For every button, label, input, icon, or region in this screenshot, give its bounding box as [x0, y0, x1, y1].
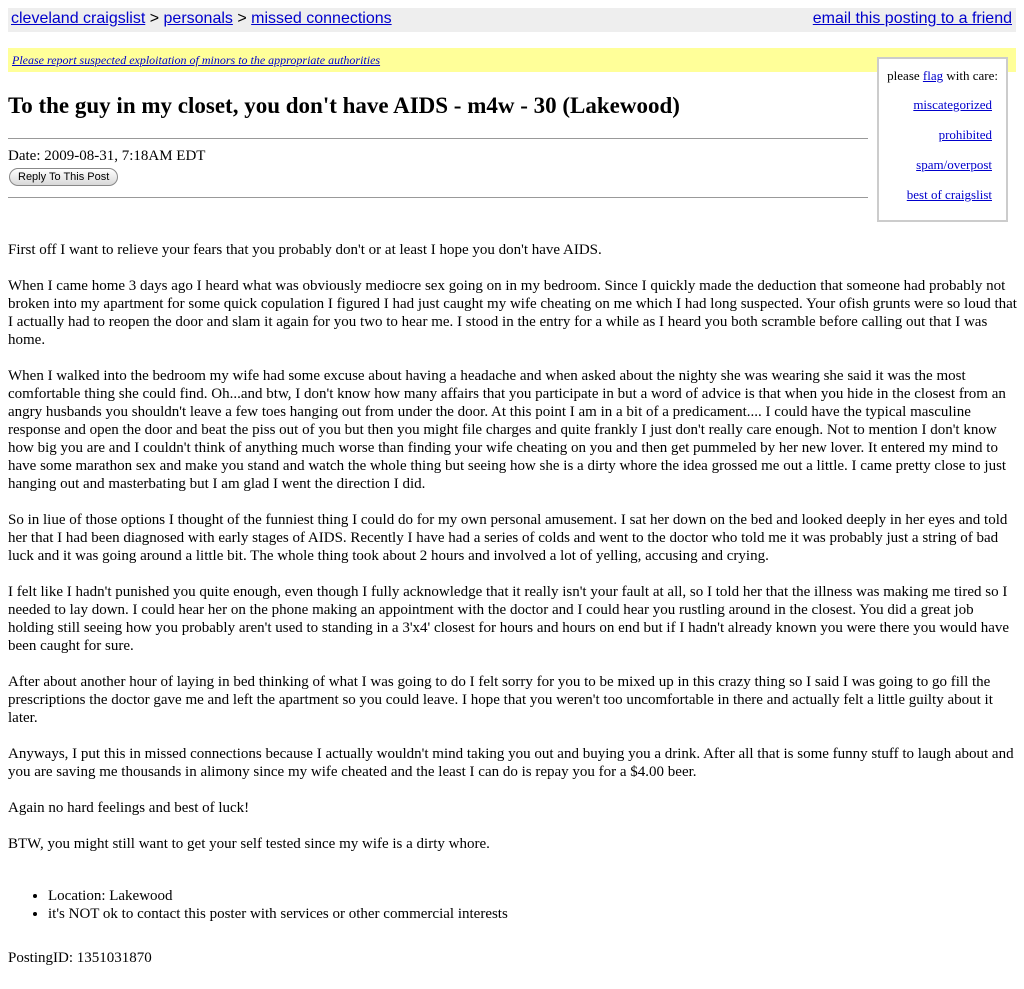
- flag-box: [877, 57, 1008, 222]
- breadcrumb-site-link[interactable]: cleveland craigslist: [11, 10, 146, 27]
- breadcrumb-separator: >: [232, 10, 252, 27]
- flag-suffix: with care:: [943, 68, 998, 83]
- posting-id: PostingID: 1351031870: [8, 950, 152, 966]
- flag-miscategorized-link[interactable]: miscategorized: [913, 97, 992, 112]
- posting-title: To the guy in my closet, you don't have AIDS - m4w - 30 (Lakewood): [8, 93, 680, 118]
- body-paragraph: I felt like I hadn't punished you quite enough, even though I fully acknowledge that it really isn't your fault at all, so I told her that the illness was making me tired so I needed to lay down. I could hear her on the phone making an appointment with the doctor and I could hear you rustling around in the closest. You did a great job holding still seeing how you probably aren't used to standing in a 3'x4' closest for hours and hours on end but if I hadn't already known you were there you would have been caught for sure.: [8, 584, 1010, 654]
- posting-attributes: [8, 887, 508, 923]
- flag-spam-link[interactable]: spam/overpost: [916, 157, 992, 172]
- flag-link[interactable]: flag: [922, 68, 944, 83]
- flag-prefix: please: [887, 68, 923, 83]
- flag-best-of-link[interactable]: best of craigslist: [906, 187, 992, 202]
- contact-policy-attribute: • it's NOT ok to contact this poster with services or other commercial interests: [48, 905, 508, 923]
- body-paragraph: After about another hour of laying in bed thinking of what I was going to do I felt sorry for you to be mixed up in this crazy thing so I said I was going to go fill the prescriptions the doctor gave me and left the apartment so you could leave. I hope that you weren't too uncomfortable in there and actually felt a little guilty about it later.: [8, 674, 993, 726]
- email-posting-link[interactable]: email this posting to a friend: [812, 10, 1012, 27]
- divider: [8, 197, 868, 198]
- body-paragraph: Again no hard feelings and best of luck!: [8, 800, 250, 816]
- breadcrumb-section-link[interactable]: personals: [163, 10, 233, 27]
- posting-date: Date: 2009-08-31, 7:18AM EDT: [8, 148, 206, 164]
- reply-button[interactable]: Reply To This Post: [9, 168, 118, 186]
- breadcrumb-category-link[interactable]: missed connections: [251, 10, 392, 27]
- breadcrumb-separator: >: [145, 10, 164, 27]
- body-paragraph: First off I want to relieve your fears that you probably don't or at least I hope you don't have AIDS.: [8, 242, 602, 258]
- flag-prohibited-link[interactable]: prohibited: [938, 127, 992, 142]
- location-attribute: • Location: Lakewood: [48, 887, 508, 905]
- posting-body: [8, 241, 1020, 871]
- body-paragraph: So in liue of those options I thought of the funniest thing I could do for my own personal amusement. I sat her down on the bed and looked deeply in her eyes and told her that I had been diagnosed with early stages of AIDS. Recently I have had a series of colds and went to the doctor who told me it was probably just a string of bad luck and it was going around a little bit. The whole thing took about 2 hours and involved a lot of yelling, accusing and crying.: [8, 512, 1008, 564]
- body-paragraph: When I came home 3 days ago I heard what was obviously mediocre sex going on in my bedroom. Since I quickly made the deduction that someone had probably not broken into my apartment for some quick copulation I figured I had just caught my wife cheating on me which I had long suspected. Your ofish grunts were so loud that I actually had to reopen the door and slam it again for you two to hear me. I stood in the entry for a while as I heard you both scramble before calling out that I was home.: [8, 278, 1017, 348]
- flag-heading: [887, 68, 998, 84]
- top-bar: [8, 8, 1016, 32]
- notice-bar: [8, 48, 1016, 72]
- body-paragraph: BTW, you might still want to get your self tested since my wife is a dirty whore.: [8, 836, 490, 852]
- divider: [8, 138, 868, 139]
- body-paragraph: Anyways, I put this in missed connections because I actually wouldn't mind taking you out and buying you a drink. After all that is some funny stuff to laugh about and you are saving me thousands in alimony since my wife cheated and the least I can do is repay you for a $4.00 beer.: [8, 746, 1014, 780]
- body-paragraph: When I walked into the bedroom my wife had some excuse about having a headache and when asked about the nighty she was wearing she said it was the most comfortable thing she could find. Oh...and btw, I don't know how many affairs that you participate in but a word of advice is that when you hide in the closest from an angry husbands you shouldn't leave a few toes hanging out from under the door. At this point I am in a bit of a predicament.... I could have the typical masculine response and open the door and beat the piss out of you but then you might file charges and quite frankly I just don't really care enough. Not to mention I don't know how big you are and I couldn't think of anything much worse than finding your wife cheating on you and then get pummeled by her new lover. It entered my mind to have some marathon sex and make you stand and watch the whole thing but seeing how she is a dirty whore the idea grossed me out a little. I came pretty close to just hanging out and masterbating but I am glad I went the direction I did.: [8, 368, 1007, 492]
- report-exploitation-link[interactable]: Please report suspected exploitation of minors to the appropriate authorities: [12, 53, 381, 67]
- breadcrumb: [11, 8, 392, 30]
